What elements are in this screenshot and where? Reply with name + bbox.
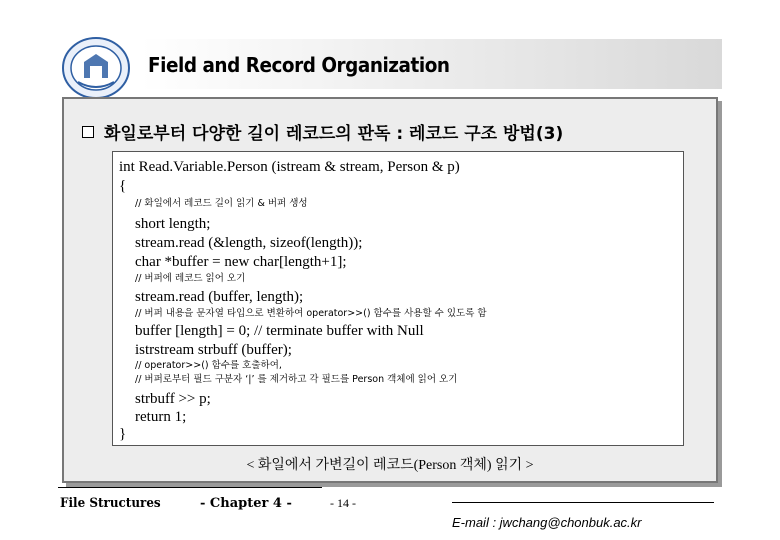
code-box — [112, 151, 684, 446]
code-line: } — [119, 426, 127, 442]
code-line: stream.read (&length, sizeof(length)); — [135, 235, 363, 251]
code-comment: // operator>>() 함수를 호출하여, — [135, 360, 282, 371]
title-band — [140, 39, 722, 89]
slide-title: Field and Record Organization — [148, 53, 450, 77]
code-comment: // 화일에서 레코드 길이 읽기 & 버퍼 생성 — [135, 198, 308, 209]
code-line: istrstream strbuff (buffer); — [135, 342, 292, 358]
code-line: short length; — [135, 216, 211, 232]
code-line: stream.read (buffer, length); — [135, 289, 304, 305]
figure-caption: < 화일에서 가변길이 레코드(Person 객체) 읽기 > — [246, 458, 534, 473]
code-line: buffer [length] = 0; // terminate buffer with Null — [135, 323, 424, 339]
footer-divider-right — [452, 502, 714, 503]
footer-email: E-mail : jwchang@chonbuk.ac.kr — [452, 515, 642, 530]
content-panel — [62, 97, 718, 483]
code-comment: // 버퍼 내용을 문자열 타입으로 변환하여 operator>>() 함수를 사용할 수 있도록 함 — [135, 308, 487, 319]
footer-page-number: - 14 - — [330, 496, 356, 510]
section-heading — [82, 119, 563, 144]
university-seal-icon — [60, 36, 132, 100]
footer-chapter: - Chapter 4 - — [200, 496, 292, 511]
code-line: { — [119, 178, 127, 194]
code-line: int Read.Variable.Person (istream & stream, Person & p) — [119, 159, 460, 175]
code-line: return 1; — [135, 409, 187, 425]
code-line: strbuff >> p; — [135, 391, 211, 407]
code-comment: // 버퍼에 레코드 읽어 오기 — [135, 273, 246, 284]
code-line: char *buffer = new char[length+1]; — [135, 254, 347, 270]
checkbox-bullet-icon — [82, 126, 94, 138]
footer-divider — [58, 487, 322, 488]
code-comment: // 버퍼로부터 필드 구분자 ‘|’ 를 제거하고 각 필드를 Person 객체에 읽어 오기 — [135, 374, 458, 385]
footer-course: File Structures — [60, 496, 161, 511]
section-heading-text: 화일로부터 다양한 길이 레코드의 판독 : 레코드 구조 방법(3) — [104, 124, 564, 144]
